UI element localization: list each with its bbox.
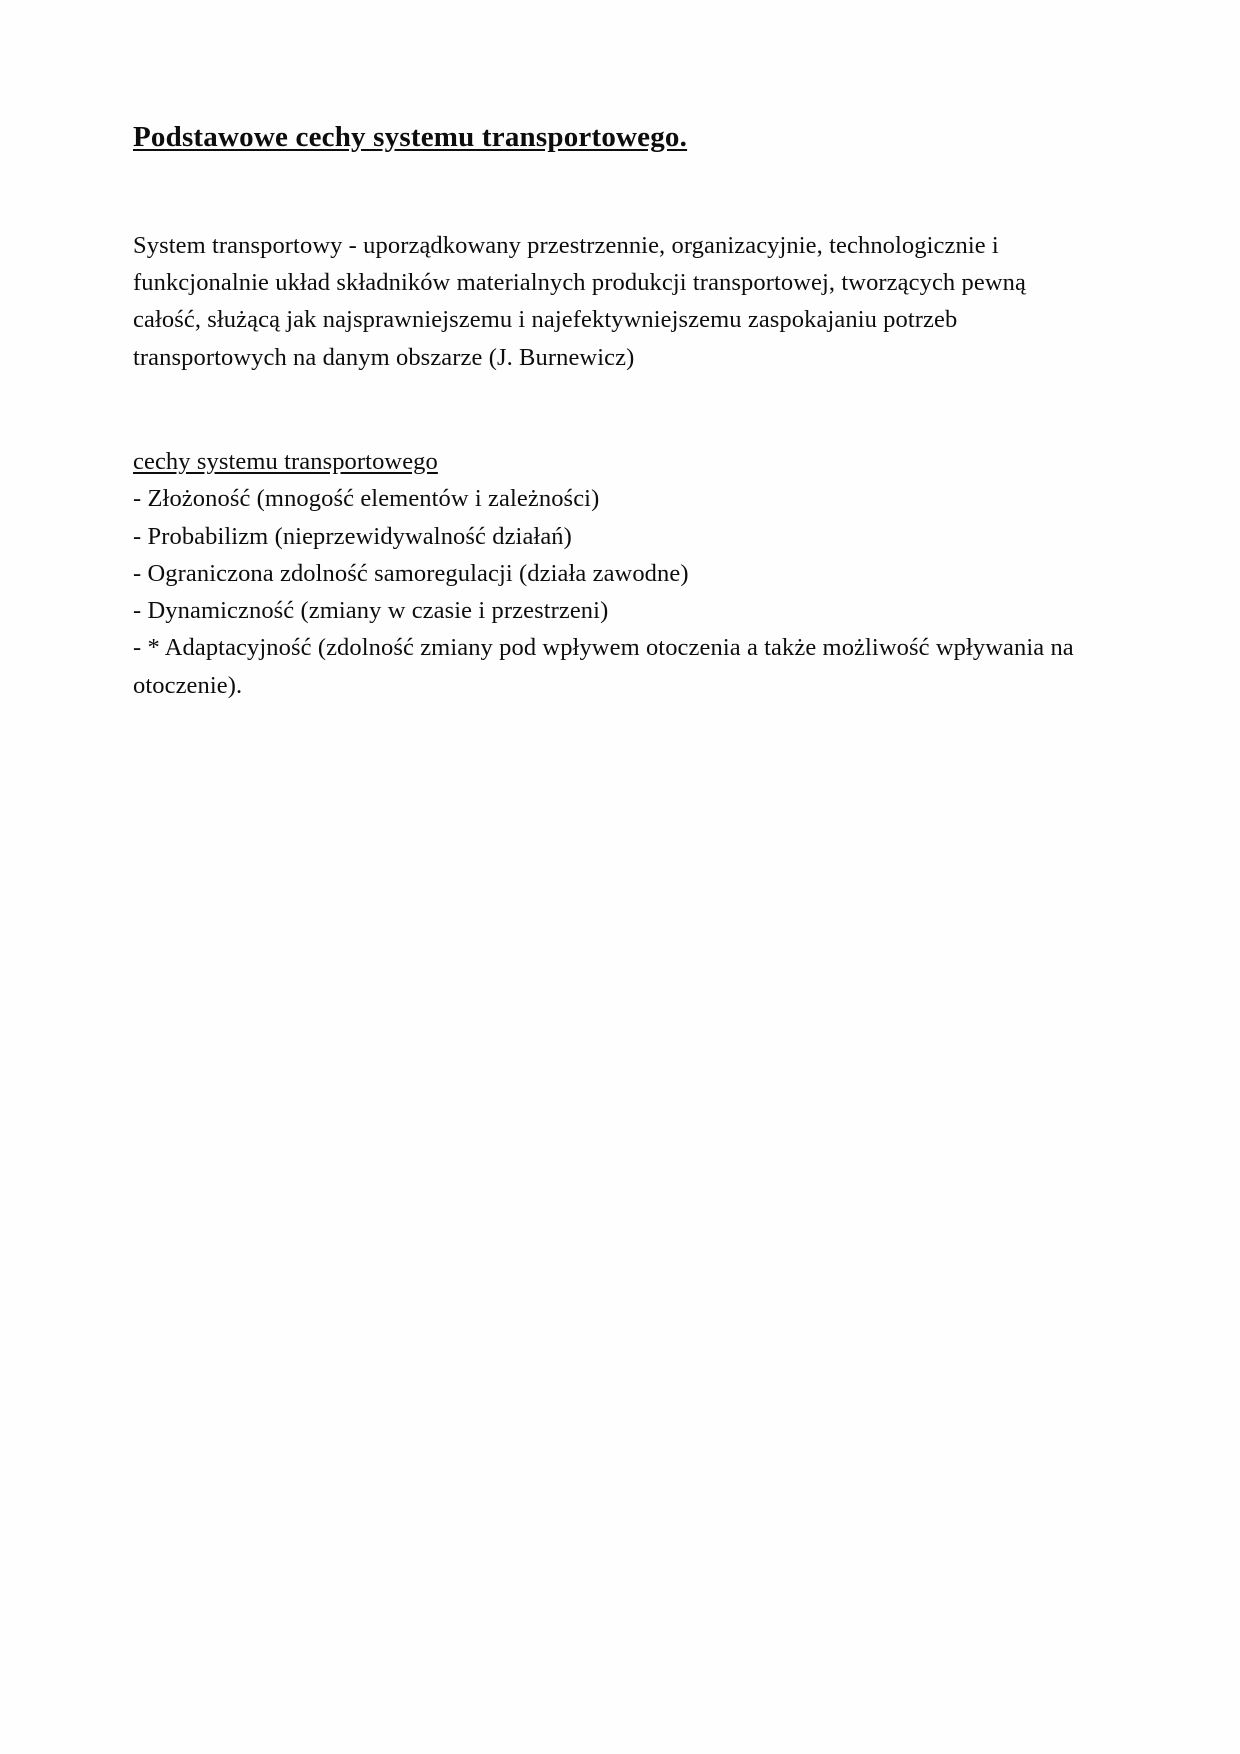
definition-paragraph: System transportowy - uporządkowany przestrzennie, organizacyjnie, technologicznie i funkcjonalnie układ składników materialnych produkcji transportowej, tworzących pewną całość, służącą jak najsprawniejszemu i najefektywniejszemu zaspokajaniu potrzeb transportowych na danym obszarze (J. Burnewicz) xyxy=(133,231,1026,371)
list-item: - * Adaptacyjność (zdolność zmiany pod wpływem otoczenia a także możliwość wpływania na otoczenie). xyxy=(133,634,1074,699)
document-content xyxy=(133,120,1093,704)
page-title: Podstawowe cechy systemu transportowego. xyxy=(133,121,688,153)
features-block xyxy=(133,444,1093,704)
list-item: - Ograniczona zdolność samoregulacji (działa zawodne) xyxy=(133,559,689,587)
features-list xyxy=(133,480,1093,703)
list-item: - Złożoność (mnogość elementów i zależności) xyxy=(133,485,600,513)
features-heading: cechy systemu transportowego xyxy=(133,447,438,475)
list-item: - Probabilizm (nieprzewidywalność działań) xyxy=(133,522,572,550)
definition-block xyxy=(133,227,1093,376)
list-item: - Dynamiczność (zmiany w czasie i przestrzeni) xyxy=(133,597,609,625)
